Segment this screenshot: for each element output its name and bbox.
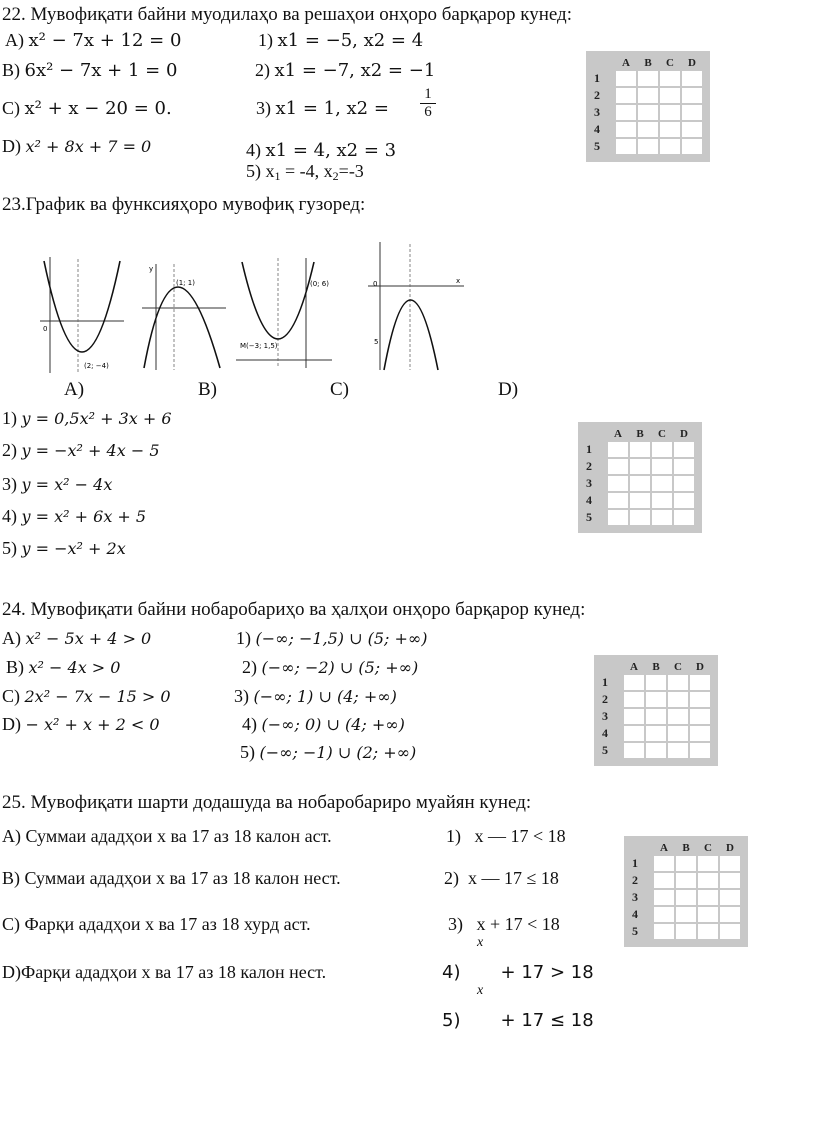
grid-cell[interactable] (682, 122, 702, 137)
q23-function-3: 3) y = x² − 4x (2, 474, 113, 494)
grid-cell[interactable] (698, 873, 718, 888)
grid-cell[interactable] (654, 924, 674, 939)
graph-b-vertex-label: (1; 1) (176, 279, 195, 287)
grid-cell[interactable] (668, 709, 688, 724)
grid-cell[interactable] (624, 709, 644, 724)
answer-grid-q23: A B C D 1 2 3 4 5 (578, 422, 702, 533)
q23-title: 23.График ва функсияҳоро мувофиқ гузоред: (2, 194, 366, 215)
q23-function-5: 5) y = −x² + 2x (2, 538, 126, 558)
grid-cell[interactable] (690, 675, 710, 690)
q25-left-c: C) Фарқи ададҳои x ва 17 аз 18 хурд аст. (2, 914, 311, 934)
grid-cell[interactable] (638, 105, 658, 120)
q22-right-1: 1) x1 = −5, x2 = 4 (258, 30, 424, 51)
graph-a-vertex-label: (2; −4) (84, 362, 109, 370)
grid-cell[interactable] (652, 476, 672, 491)
grid-cell[interactable] (646, 743, 666, 758)
grid-cell[interactable] (668, 743, 688, 758)
grid-cell[interactable] (720, 890, 740, 905)
grid-cell[interactable] (652, 510, 672, 525)
answer-grid-q24: A B C D 1 2 3 4 5 (594, 655, 718, 766)
q24-right-3: 3) (−∞; 1) ∪ (4; +∞) (234, 686, 397, 706)
q25-left-d: D)Фарқи ададҳои x ва 17 аз 18 калон нест. (2, 962, 327, 982)
q22-fraction (420, 86, 436, 121)
graph-a-origin: 0 (43, 325, 48, 333)
grid-cell[interactable] (616, 71, 636, 86)
q25-right-4-x: x (477, 983, 484, 998)
grid-cell[interactable] (660, 71, 680, 86)
grid-cell[interactable] (720, 873, 740, 888)
grid-cell[interactable] (676, 890, 696, 905)
grid-cell[interactable] (652, 442, 672, 457)
grid-cell[interactable] (608, 510, 628, 525)
answer-grid-q25: A B C D 1 2 3 4 5 (624, 836, 748, 947)
grid-cell[interactable] (698, 924, 718, 939)
q22-right-5: 5) $x_1 = -4$, $x_2=-3$ (246, 161, 364, 183)
grid-cell[interactable] (646, 692, 666, 707)
answer-grid-q22: A B C D 1 2 3 4 5 (586, 51, 710, 162)
grid-cell[interactable] (652, 493, 672, 508)
grid-cell[interactable] (676, 873, 696, 888)
q25-right-2: 2) x — 17 ≤ 18 (444, 868, 559, 888)
grid-cell[interactable] (682, 105, 702, 120)
q25-right-3-x: x (477, 935, 484, 950)
q23-function-1: 1) y = 0,5x² + 3x + 6 (2, 408, 172, 428)
q22-left-d: D) x² + 8x + 7 = 0 (2, 136, 152, 156)
grid-cell[interactable] (638, 122, 658, 137)
grid-cell[interactable] (674, 510, 694, 525)
q23-function-2: 2) y = −x² + 4x − 5 (2, 440, 160, 460)
grid-cell[interactable] (638, 88, 658, 103)
q22-right-3: 3) x1 = 1, x2 = (256, 98, 389, 119)
grid-cell[interactable] (624, 743, 644, 758)
grid-cell[interactable] (616, 105, 636, 120)
grid-cell[interactable] (654, 873, 674, 888)
grid-cell[interactable] (660, 88, 680, 103)
q22-left-a: A) x² − 7x + 12 = 0 (5, 30, 182, 51)
graph-c (234, 256, 334, 370)
grid-cell[interactable] (690, 709, 710, 724)
grid-cell[interactable] (674, 442, 694, 457)
grid-cell[interactable] (698, 890, 718, 905)
q25-right-4: 4) + 17 > 18 (442, 962, 594, 983)
grid-cell[interactable] (682, 139, 702, 154)
grid-cell[interactable] (668, 726, 688, 741)
graph-label-c: C) (330, 379, 349, 400)
grid-cell[interactable] (674, 476, 694, 491)
grid-cell[interactable] (720, 856, 740, 871)
grid-cell[interactable] (616, 139, 636, 154)
grid-cell[interactable] (698, 856, 718, 871)
grid-cell[interactable] (630, 493, 650, 508)
grid-cell[interactable] (654, 856, 674, 871)
grid-cell[interactable] (646, 726, 666, 741)
graph-d-tick: 5 (374, 338, 379, 346)
graph-label-a: A) (64, 379, 85, 400)
grid-cell[interactable] (654, 907, 674, 922)
grid-cell[interactable] (624, 726, 644, 741)
grid-cell[interactable] (720, 907, 740, 922)
grid-cell[interactable] (608, 459, 628, 474)
graph-b-y-label: y (149, 265, 154, 273)
q25-left-b: B) Суммаи ададҳои x ва 17 аз 18 калон нест. (2, 868, 341, 888)
q24-number: 24. (2, 599, 26, 620)
graph-label-b: B) (198, 379, 217, 400)
grid-cell[interactable] (624, 692, 644, 707)
q24-right-5: 5) (−∞; −1) ∪ (2; +∞) (240, 742, 417, 762)
grid-cell[interactable] (624, 675, 644, 690)
q24-right-2: 2) (−∞; −2) ∪ (5; +∞) (242, 657, 419, 677)
fraction-numerator: 1 (424, 86, 432, 102)
q25-right-5: 5) + 17 ≤ 18 (442, 1010, 594, 1031)
q25-title: 25. Мувофиқати шарти додашуда ва нобаробариро муайян кунед: (2, 792, 532, 813)
grid-cell[interactable] (674, 459, 694, 474)
graph-d (366, 240, 466, 372)
graph-c-intercept-label: (0; 6) (310, 280, 329, 288)
grid-cell[interactable] (674, 493, 694, 508)
q25-right-1: 1) x — 17 < 18 (446, 826, 566, 846)
grid-cell[interactable] (652, 459, 672, 474)
grid-cell[interactable] (616, 122, 636, 137)
grid-cell[interactable] (690, 743, 710, 758)
fraction-denominator: 6 (424, 104, 432, 120)
q24-title: 24. Мувофиқати байни нобаробариҳо ва ҳалҳои онҳоро барқарор кунед: (2, 599, 586, 620)
grid-cell[interactable] (660, 122, 680, 137)
grid-cell[interactable] (630, 459, 650, 474)
grid-cell[interactable] (698, 907, 718, 922)
grid-cell[interactable] (668, 675, 688, 690)
q22-right-4: 4) x1 = 4, x2 = 3 (246, 140, 397, 161)
grid-cell[interactable] (654, 890, 674, 905)
q24-left-d: D) − x² + x + 2 < 0 (2, 714, 160, 734)
grid-cell[interactable] (682, 88, 702, 103)
grid-cell[interactable] (638, 139, 658, 154)
grid-cell[interactable] (660, 139, 680, 154)
grid-cell[interactable] (646, 709, 666, 724)
grid-cell[interactable] (646, 675, 666, 690)
grid-cell[interactable] (608, 476, 628, 491)
q25-left-a: A) Суммаи ададҳои x ва 17 аз 18 калон аст. (2, 826, 332, 846)
q24-left-b: B) x² − 4x > 0 (6, 657, 121, 677)
q24-left-c: C) 2x² − 7x − 15 > 0 (2, 686, 171, 706)
grid-cell[interactable] (690, 692, 710, 707)
q24-right-4: 4) (−∞; 0) ∪ (4; +∞) (242, 714, 405, 734)
grid-cell[interactable] (616, 88, 636, 103)
grid-cell[interactable] (676, 907, 696, 922)
grid-cell[interactable] (630, 476, 650, 491)
graph-b (140, 262, 228, 372)
grid-cell[interactable] (690, 726, 710, 741)
grid-cell[interactable] (630, 442, 650, 457)
q22-left-c: C) x² + x − 20 = 0. (2, 98, 172, 119)
q23-function-4: 4) y = x² + 6x + 5 (2, 506, 147, 526)
grid-cell[interactable] (682, 71, 702, 86)
grid-cell[interactable] (608, 493, 628, 508)
grid-cell[interactable] (660, 105, 680, 120)
q25-right-3: 3) x + 17 < 18 (448, 914, 560, 934)
graph-d-x-label: x (456, 277, 461, 285)
grid-cell[interactable] (676, 924, 696, 939)
q22-left-b: B) 6x² − 7x + 1 = 0 (2, 60, 178, 81)
graph-d-origin: 0 (373, 280, 378, 288)
q24-left-a: A) x² − 5x + 4 > 0 (2, 628, 152, 648)
grid-cell[interactable] (630, 510, 650, 525)
graph-b-parabola (144, 287, 220, 368)
graph-label-d: D) (498, 379, 519, 400)
grid-cell[interactable] (668, 692, 688, 707)
q22-title: 22. Мувофиқати байни муодилаҳо ва решаҳои онҳоро барқарор кунед: (2, 4, 572, 25)
graph-a-parabola (44, 261, 120, 352)
q24-right-1: 1) (−∞; −1,5) ∪ (5; +∞) (236, 628, 428, 648)
graph-d-parabola (384, 300, 438, 370)
grid-cell[interactable] (638, 71, 658, 86)
q22-right-2: 2) x1 = −7, x2 = −1 (255, 60, 436, 81)
graph-a (38, 255, 126, 375)
graph-c-point-label: M(−3; 1,5) (240, 342, 278, 350)
grid-cell[interactable] (720, 924, 740, 939)
grid-cell[interactable] (676, 856, 696, 871)
grid-cell[interactable] (608, 442, 628, 457)
